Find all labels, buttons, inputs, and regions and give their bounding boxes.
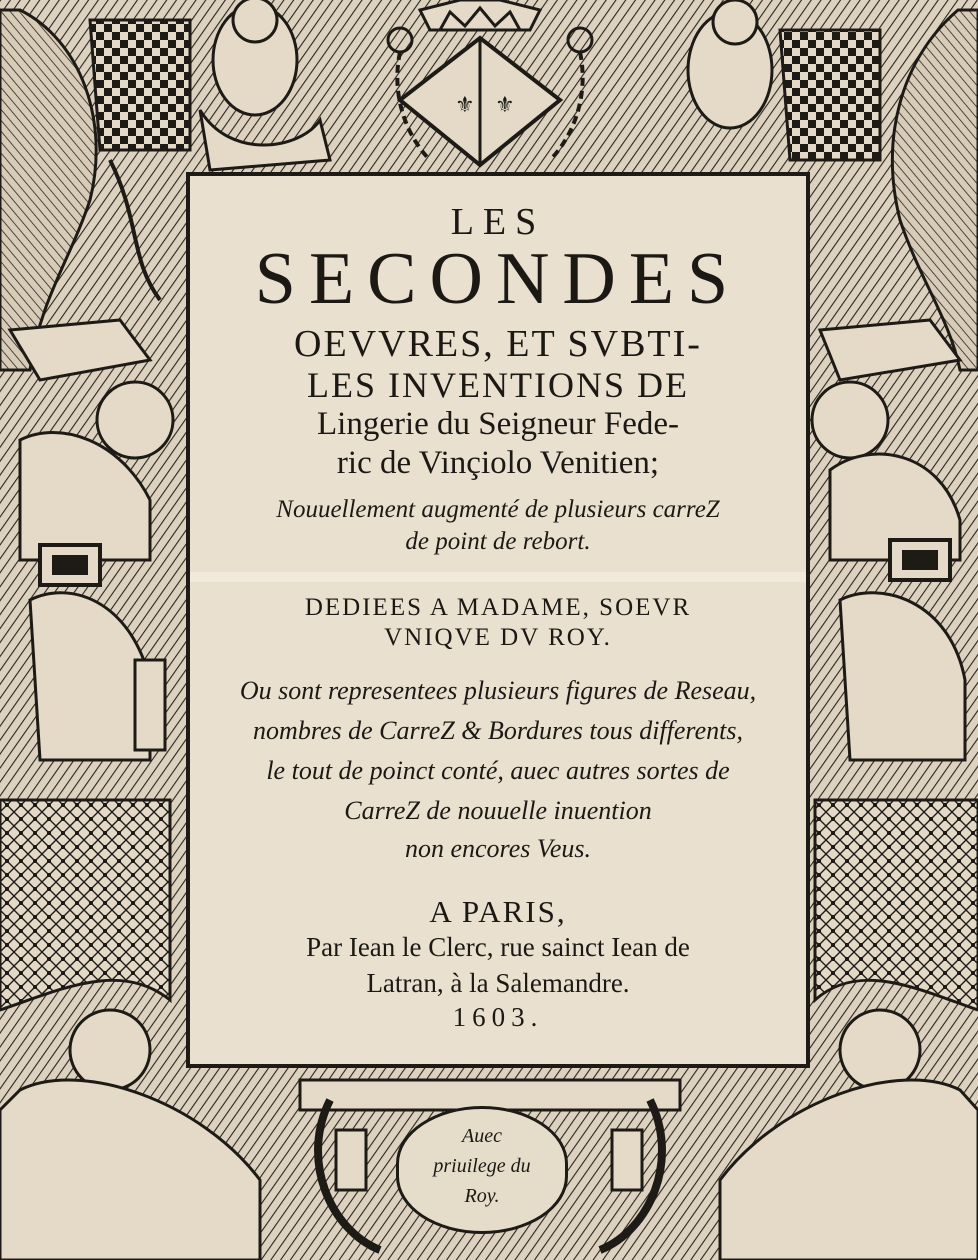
title-les: LES [450, 201, 546, 243]
title-inventions: LES INVENTIONS DE [307, 365, 689, 405]
description-line-3: le tout de poinct conté, auec autres sortes de [266, 756, 730, 785]
subtitle-point: de point de rebort. [405, 528, 591, 555]
description-line-4: CarreZ de nouuelle inuention [344, 796, 652, 825]
imprint-address: Latran, à la Salemandre. [366, 968, 630, 998]
title-ric: ric de Vinçiolo Venitien; [336, 445, 660, 481]
title-lingerie: Lingerie du Seigneur Fede- [317, 406, 679, 442]
description-line-1: Ou sont representees plusieurs figures de Reseau, [239, 676, 757, 705]
svg-text:⚜: ⚜ [495, 93, 515, 118]
title-tablet [186, 172, 810, 1068]
privilege-line-1: Auec [462, 1125, 502, 1147]
privilege-cartouche [396, 1106, 568, 1234]
imprint-city: A PARIS, [429, 894, 567, 929]
lace-drapery-icon [0, 800, 170, 1010]
privilege-line-2: priuilege du [433, 1155, 531, 1177]
dedication-line-2: VNIQVE DV ROY. [384, 624, 612, 651]
lace-drapery-icon [815, 800, 978, 1010]
title-secondes: SECONDES [254, 238, 742, 320]
imprint-year: 1603. [452, 1002, 544, 1032]
title-oeuvres: OEVVRES, ET SVBTI- [294, 323, 702, 365]
svg-text:⚜: ⚜ [455, 93, 475, 118]
imprint-printer: Par Iean le Clerc, rue sainct Iean de [306, 932, 690, 962]
paper-smudge [190, 572, 806, 582]
subtitle-nouvellement: Nouuellement augmenté de plusieurs carreZ [276, 496, 720, 523]
privilege-line-3: Roy. [464, 1185, 500, 1207]
description-line-5: non encores Veus. [404, 834, 592, 863]
description-line-2: nombres de CarreZ & Bordures tous differents, [253, 716, 743, 745]
dedication-line-1: DEDIEES A MADAME, SOEVR [304, 594, 692, 621]
